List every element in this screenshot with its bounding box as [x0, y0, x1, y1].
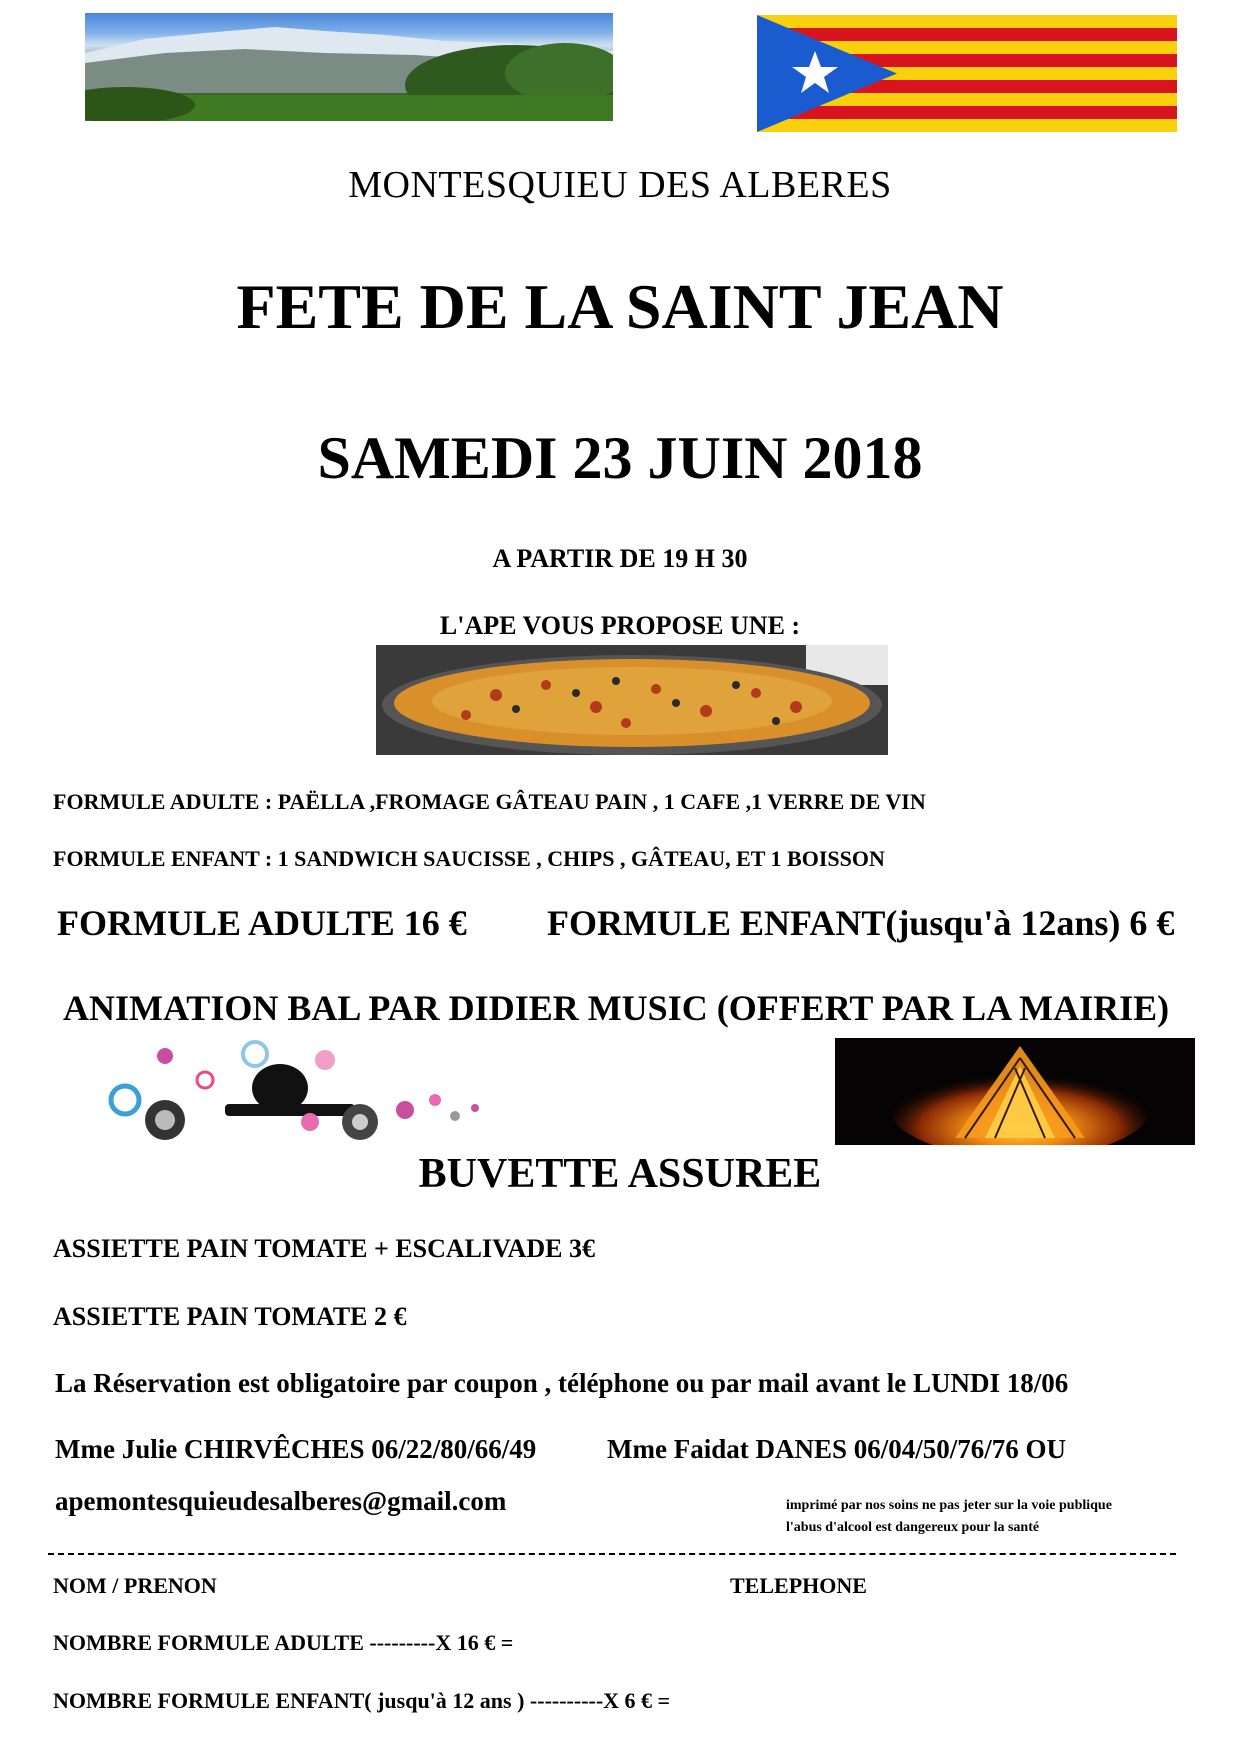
coupon-child-count-line: NOMBRE FORMULE ENFANT( jusqu'à 12 ans ) ----------X 6 € =: [53, 1688, 671, 1713]
start-time: A PARTIR DE 19 H 30: [492, 544, 748, 573]
contact-faidat: Mme Faidat DANES 06/04/50/76/76 OU: [607, 1434, 1066, 1464]
coupon-name-label: NOM / PRENON: [53, 1573, 217, 1598]
event-date: SAMEDI 23 JUIN 2018: [317, 425, 923, 491]
contact-julie: Mme Julie CHIRVÊCHES 06/22/80/66/49: [55, 1434, 537, 1464]
plate-offer-escalivade: ASSIETTE PAIN TOMATE + ESCALIVADE 3€: [53, 1234, 595, 1263]
town-name: MONTESQUIEU DES ALBERES: [348, 164, 892, 206]
paella-image: [376, 645, 888, 755]
buvette-heading: BUVETTE ASSUREE: [418, 1151, 822, 1197]
reservation-notice: La Réservation est obligatoire par coupon , téléphone ou par mail avant le LUNDI 18/06: [55, 1368, 1069, 1398]
child-price: FORMULE ENFANT(jusqu'à 12ans) 6 €: [547, 903, 1175, 943]
dj-music-image: [105, 1040, 505, 1142]
coupon-adult-count-line: NOMBRE FORMULE ADULTE ---------X 16 € =: [53, 1630, 514, 1655]
alcohol-warning: l'abus d'alcool est dangereux pour la santé: [786, 1520, 1040, 1535]
event-title: FETE DE LA SAINT JEAN: [236, 271, 1004, 342]
printed-notice: imprimé par nos soins ne pas jeter sur la voie publique: [786, 1498, 1112, 1513]
catalan-flag-image: [757, 15, 1177, 132]
animation-announcement: ANIMATION BAL PAR DIDIER MUSIC (OFFERT PAR LA MAIRIE): [63, 988, 1170, 1028]
child-menu-description: FORMULE ENFANT : 1 SANDWICH SAUCISSE , CHIPS , GÂTEAU, ET 1 BOISSON: [53, 846, 885, 871]
bonfire-image: [835, 1038, 1195, 1145]
coupon-cut-line: [48, 1553, 1176, 1555]
plate-offer-tomato-bread: ASSIETTE PAIN TOMATE 2 €: [53, 1302, 407, 1331]
proposal-text: L'APE VOUS PROPOSE UNE :: [439, 611, 801, 640]
contact-email[interactable]: apemontesquieudesalberes@gmail.com: [55, 1486, 507, 1516]
mountain-landscape-image: [85, 13, 613, 121]
coupon-phone-label: TELEPHONE: [730, 1573, 867, 1598]
adult-menu-description: FORMULE ADULTE : PAËLLA ,FROMAGE GÂTEAU PAIN , 1 CAFE ,1 VERRE DE VIN: [53, 789, 926, 814]
adult-price: FORMULE ADULTE 16 €: [57, 903, 467, 943]
